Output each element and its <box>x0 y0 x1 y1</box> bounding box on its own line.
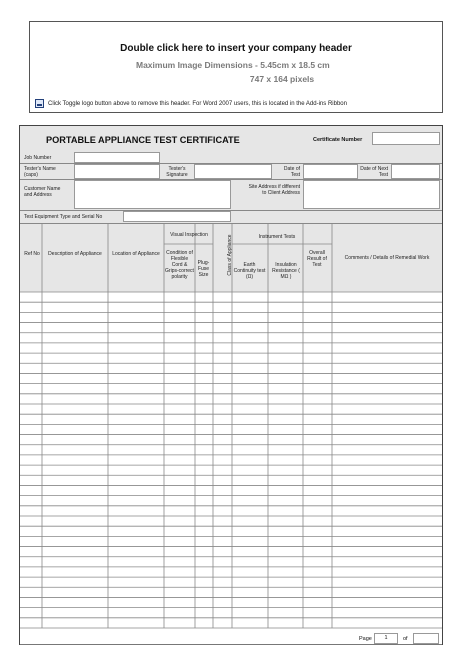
date-of-next-test-label: Date of Next Test <box>360 166 388 178</box>
col-plug-fuse: Plug-Fuse Size <box>197 260 210 278</box>
col-comments: Comments / Details of Remedial Work <box>344 255 430 261</box>
certificate-number-label: Certificate Number <box>313 137 363 143</box>
testers-signature-label: Tester's Signature <box>166 166 188 178</box>
header-pixels-text: 747 x 164 pixels <box>249 74 315 84</box>
company-header-placeholder[interactable] <box>29 21 443 113</box>
header-note-text: Click Toggle logo button above to remove this header. For Word 2007 users, this is located in the Add-ins Ribbon <box>48 100 347 107</box>
certificate-title-row <box>20 126 442 152</box>
job-number-field[interactable] <box>74 152 160 163</box>
certificate-form <box>19 125 443 645</box>
col-description: Description of Appliance <box>48 251 102 257</box>
site-address-field[interactable] <box>303 180 440 209</box>
col-location: Location of Appliance <box>112 251 160 257</box>
site-address-label: Site Address if different to Client Address <box>248 184 300 196</box>
col-overall-result: Overall Result of Test <box>307 250 327 268</box>
certificate-number-field[interactable] <box>372 132 440 145</box>
col-visual-inspection: Visual Inspection <box>170 232 208 238</box>
certificate-title: PORTABLE APPLIANCE TEST CERTIFICATE <box>46 135 240 145</box>
header-dimensions-text: Maximum Image Dimensions - 5.45cm x 18.5 cm <box>136 60 330 70</box>
divider <box>20 210 442 211</box>
test-equipment-label: Test Equipment Type and Serial No <box>24 214 103 220</box>
testers-name-label: Tester's Name (caps) <box>24 166 56 178</box>
col-class: Class of Appliance <box>227 234 233 276</box>
page-total-field[interactable] <box>413 633 439 644</box>
date-of-next-test-field[interactable] <box>391 164 440 179</box>
customer-address-field[interactable] <box>74 180 231 209</box>
appliance-test-table <box>20 224 442 645</box>
testers-name-field[interactable] <box>74 164 160 179</box>
col-ref-no: Ref No <box>24 251 40 257</box>
header-toggle-note <box>35 99 347 108</box>
col-condition: Condition of Flexible Cord & Grips-correct polarity <box>165 250 194 280</box>
page-number-field[interactable]: 1 <box>374 633 398 644</box>
col-earth-continuity: Earth Continuity test (Ω) <box>233 262 266 280</box>
of-label: of <box>403 636 408 642</box>
toggle-logo-icon <box>35 99 44 108</box>
date-of-test-label: Date of Test <box>283 166 300 178</box>
date-of-test-field[interactable] <box>303 164 358 179</box>
page-label: Page <box>359 636 372 642</box>
col-instrument-tests: Instrument Tests <box>258 234 296 240</box>
test-equipment-field[interactable] <box>123 211 231 222</box>
testers-signature-field[interactable] <box>194 164 272 179</box>
col-insulation: Insulation Resistance ( MΩ ) <box>272 262 300 280</box>
header-placeholder-title: Double click here to insert your company header <box>120 43 352 54</box>
customer-name-label: Customer Name and Address <box>24 186 61 198</box>
job-number-label: Job Number <box>24 155 52 161</box>
